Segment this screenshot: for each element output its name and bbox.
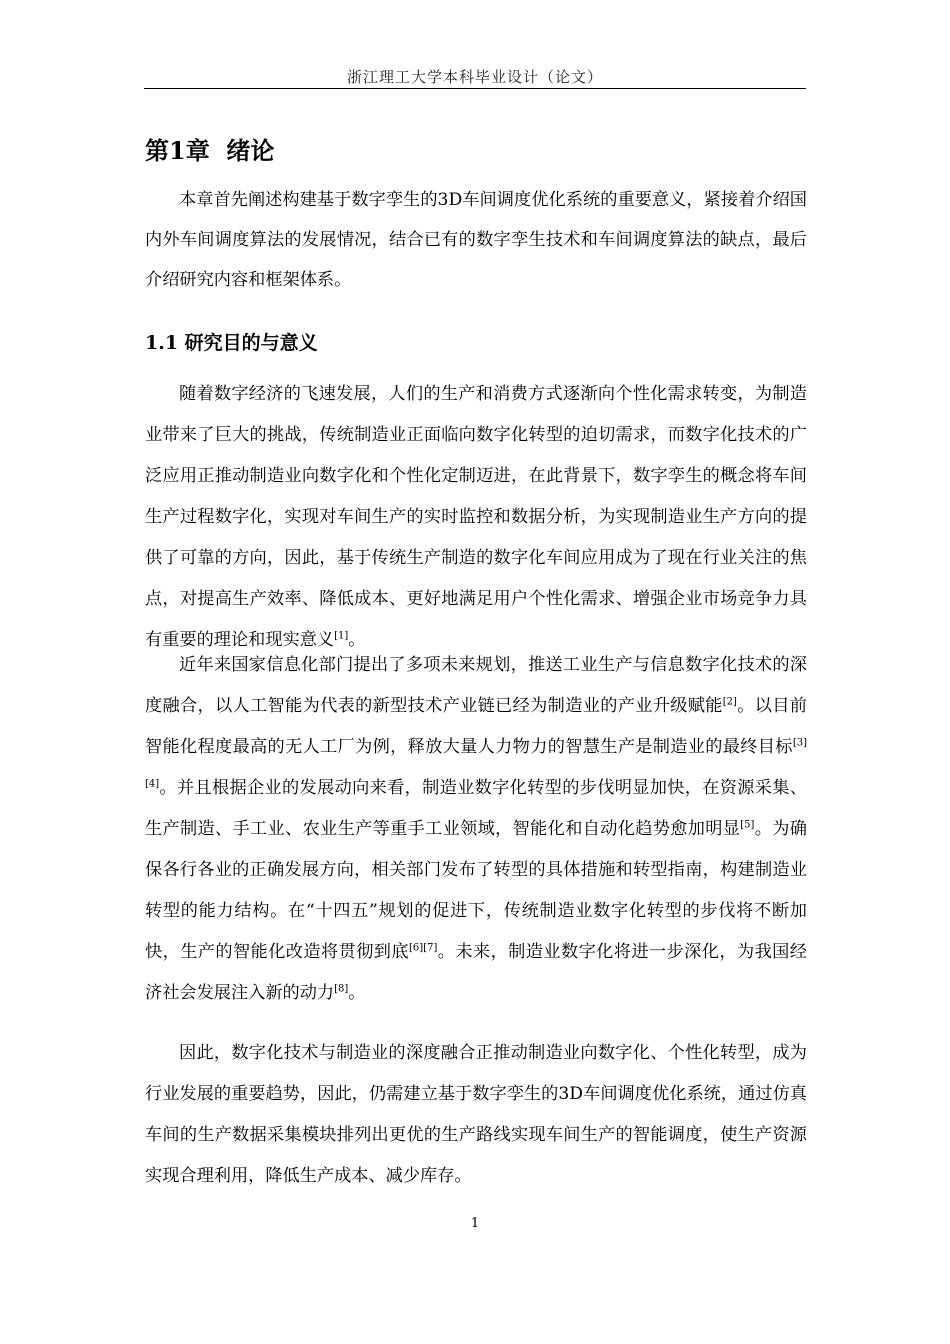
page-number: 1	[470, 1216, 480, 1231]
paragraph-end: 。	[348, 983, 366, 1003]
citation-ref: [6][7]	[409, 942, 438, 954]
citation-ref: [5]	[740, 819, 755, 831]
paragraph-conclusion: 因此，数字化技术与制造业的深度融合正推动制造业向数字化、个性化转型，成为行业发展的重要趋势，因此，仍需建立基于数字孪生的3D车间调度优化系统，通过仿真车间的生产数据采集模块排列出更优的生产路线实现车间生产的智能调度，使生产资源实现合理利用，降低生产成本、减少库存。	[145, 1043, 807, 1186]
paragraph-policy	[145, 645, 807, 1014]
paragraph-end: 。	[348, 630, 366, 650]
chapter-title: 第1章 绪论	[145, 136, 275, 165]
paragraph-text: 。未来，制造业数字化将进一步深化，为我国经济社会发展注入新的动力	[145, 942, 807, 1003]
intro-paragraph: 本章首先阐述构建基于数字孪生的3D车间调度优化系统的重要意义，紧接着介绍国内外车间调度算法的发展情况，结合已有的数字孪生技术和车间调度算法的缺点，最后介绍研究内容和框架体系。	[145, 190, 807, 290]
paragraph-text: 随着数字经济的飞速发展，人们的生产和消费方式逐渐向个性化需求转变，为制造业带来了巨大的挑战，传统制造业正面临向数字化转型的迫切需求，而数字化技术的广泛应用正推动制造业向数字化和个性化定制迈进，在此背景下，数字孪生的概念将车间生产过程数字化，实现对车间生产的实时监控和数据分析，为实现制造业生产方向的提供了可靠的方向，因此，基于传统生产制造的数字化车间应用成为了现在行业关注的焦点，对提高生产效率、降低成本、更好地满足用户个性化需求、增强企业市场竞争力具有重要的理论和现实意义	[145, 384, 807, 650]
paragraph-text: 。为确保各行各业的正确发展方向，相关部门发布了转型的具体措施和转型指南，构建制造业转型的能力结构。在“十四五”规划的促进下，传统制造业数字化转型的步伐将不断加快，生产的智能化改造将贯彻到底	[145, 819, 807, 962]
citation-ref: [2]	[722, 696, 737, 708]
header-rule	[144, 88, 806, 89]
paragraph-text: 近年来国家信息化部门提出了多项未来规划，推送工业生产与信息数字化技术的深度融合，以人工智能为代表的新型技术产业链已经为制造业的产业升级赋能	[145, 655, 807, 716]
section-title: 1.1 研究目的与意义	[145, 332, 318, 354]
citation-ref: [1]	[334, 630, 349, 642]
page-header: 浙江理工大学本科毕业设计（论文）	[346, 68, 603, 86]
citation-ref: [8]	[334, 983, 349, 995]
paragraph-text: 。并且根据企业的发展动向来看，制造业数字化转型的步伐明显加快，在资源采集、生产制造、手工业、农业生产等重手工业领域，智能化和自动化趋势愈加明显	[145, 778, 807, 839]
paragraph-purpose	[145, 374, 807, 661]
paragraph-text: 。以目前智能化程度最高的无人工厂为例，释放大量人力物力的智慧生产是制造业的最终目标	[145, 696, 807, 757]
citation-ref: [3][4]	[145, 737, 807, 790]
